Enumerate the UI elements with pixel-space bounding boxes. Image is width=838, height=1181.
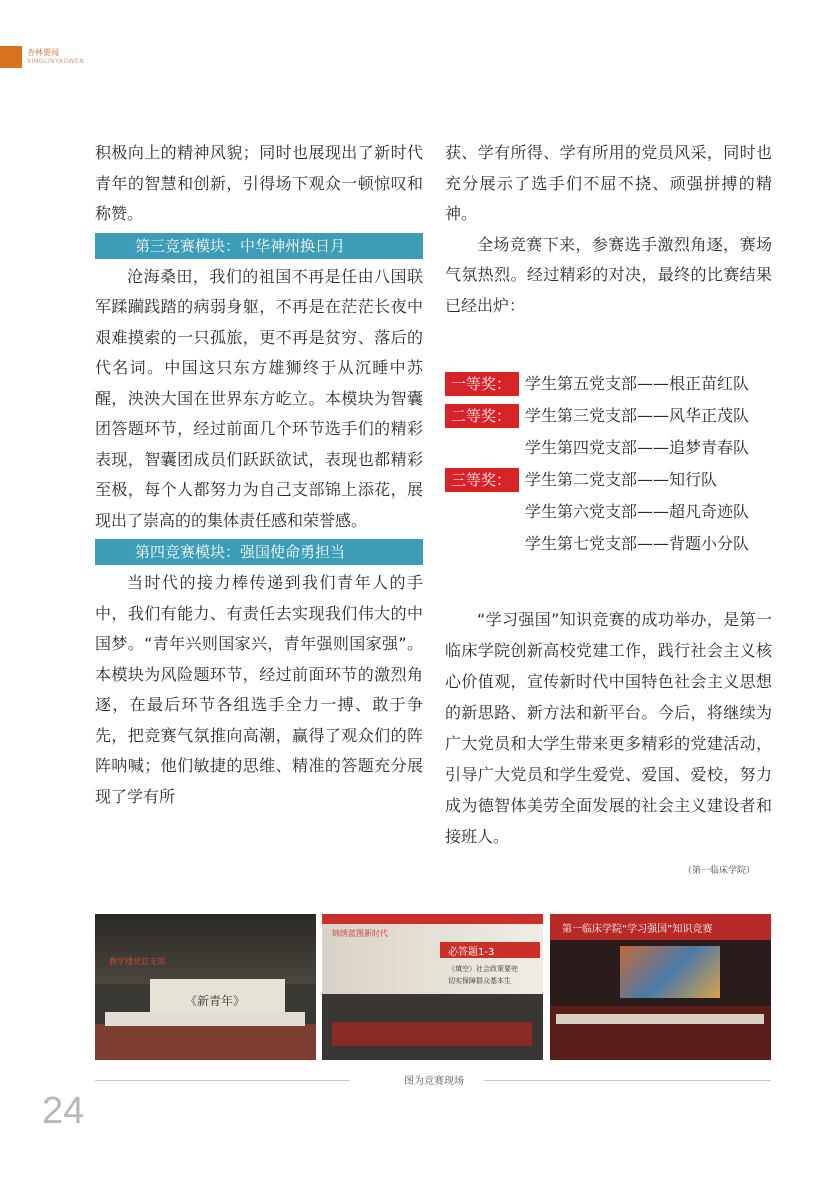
module3-paragraph: 沧海桑田，我们的祖国不再是任由八国联军蹂躏践踏的病弱身躯，不再是在茫茫长夜中艰难摸索的一只孤旅，更不再是贫穷、落后的代名词。中国这只东方雄狮终于从沉睡中苏醒，泱泱大国在世界东方屹立。本模块为智囊团答题环节，经过前面几个环节选手们的精彩表现，智囊团成员们跃跃欲试，表现也都精彩至极，每个人都努力为自己支部锦上添花，展现出了崇高的的集体责任感和荣誉感。	[95, 266, 423, 530]
caption-rule-right	[484, 1080, 771, 1081]
module3-heading: 第三竞赛模块：中华神州换日月	[95, 233, 423, 259]
second-prize-tag: 二等奖：	[445, 404, 519, 428]
source-credit: （第一临床学院）	[683, 866, 756, 876]
award-row	[445, 528, 785, 560]
section-title: 杏林要闻	[27, 48, 59, 57]
page-number: 24	[42, 1090, 85, 1132]
award-row	[445, 432, 785, 464]
third-prize-tag: 三等奖：	[445, 468, 519, 492]
award-row	[445, 464, 785, 496]
section-tab	[0, 46, 22, 68]
caption-rule-left	[95, 1080, 350, 1081]
photo-question-text: 切实保障群众基本生	[448, 977, 511, 985]
award-team: 学生第二党支部——知行队	[525, 470, 718, 489]
award-team: 学生第三党支部——风华正茂队	[525, 406, 750, 425]
award-row	[445, 400, 785, 432]
award-team: 学生第五党支部——根正苗红队	[525, 374, 750, 393]
awards-list	[445, 368, 785, 560]
continued-paragraph: 获、学有所得、学有所用的党员风采，同时也充分展示了选手们不屈不挠、顽强拼搏的精神。	[445, 143, 772, 223]
award-row	[445, 496, 785, 528]
photo-caption: 图为竞赛现场	[404, 1076, 464, 1087]
award-row	[445, 368, 785, 400]
results-intro-paragraph: 全场竞赛下来，参赛选手激烈角逐，赛场气氛热烈。经过精彩的对决，最终的比赛结果已经出炉：	[445, 234, 772, 315]
photo-screen-text: 《新青年》	[185, 994, 246, 1008]
photo-competition-3	[550, 914, 771, 1060]
photo-banner-text: 第一临床学院“学习强国”知识竞赛	[562, 924, 713, 935]
photo-board-text: 必答题1-3	[448, 947, 495, 958]
module4-paragraph: 当时代的接力棒传递到我们青年人的手中，我们有能力、有责任去实现我们伟大的中国梦。“青年兴则国家兴，青年强则国家强”。本模块为风险题环节，经过前面环节的激烈角逐，在最后环节各组选手全力一搏、敢于争先，把竞赛气氛推向高潮，赢得了观众们的阵阵呐喊；他们敏捷的思维、精准的答题充分展现了学有所	[95, 573, 423, 806]
conclusion-paragraph: “学习强国”知识竞赛的成功举办，是第一临床学院创新高校党建工作，践行社会主义核心价值观，宣传新时代中国特色社会主义思想的新思路、新方法和新平台。今后，将继续为广大党员和大学生带来更多精彩的党建活动，引导广大党员和学生爱党、爱国、爱校，努力成为德智体美劳全面发展的社会主义建设者和接班人。	[445, 610, 772, 846]
left-column	[95, 138, 423, 812]
award-team: 学生第七党支部——背题小分队	[525, 534, 750, 553]
photo-question-text: （填空）社会政策要兜	[448, 965, 518, 973]
right-column	[445, 138, 772, 321]
module4-heading: 第四竞赛模块：强国使命勇担当	[95, 539, 423, 565]
photo-competition-1	[95, 914, 316, 1060]
first-prize-tag: 一等奖：	[445, 372, 519, 396]
conclusion	[445, 604, 772, 852]
photo-banner-text: 教学楼党总支部	[109, 957, 165, 966]
section-title-en: XINGLINYAOWEN	[27, 58, 85, 65]
photo-competition-2	[322, 914, 543, 1060]
award-team: 学生第六党支部——超凡奇迹队	[525, 502, 750, 521]
award-team: 学生第四党支部——追梦青春队	[525, 438, 750, 457]
intro-paragraph: 积极向上的精神风貌；同时也展现出了新时代青年的智慧和创新，引得场下观众一顿惊叹和称赞。	[95, 143, 423, 223]
photo-banner-text: 锦绣蓝图新时代	[332, 929, 388, 938]
